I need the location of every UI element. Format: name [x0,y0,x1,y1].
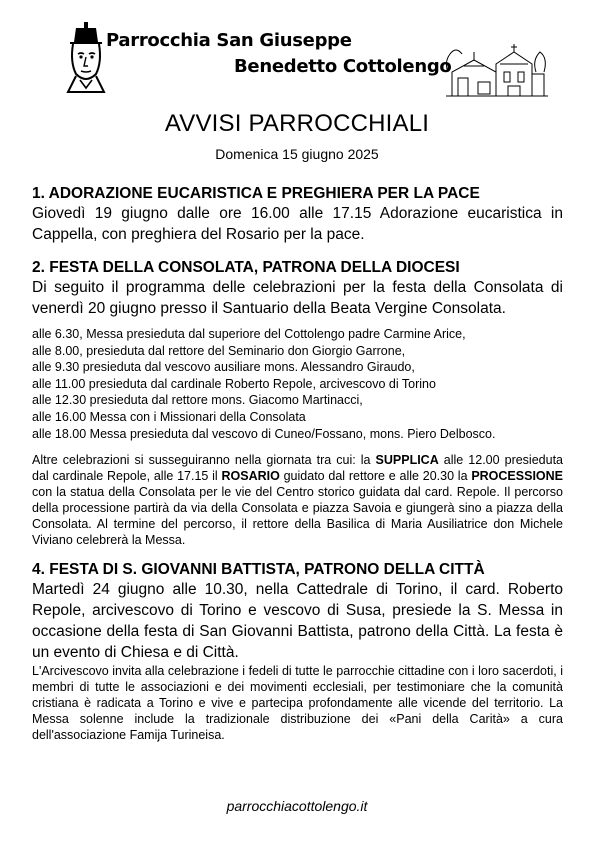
parish-name-line1: Parrocchia San Giuseppe [106,30,352,51]
schedule-item: alle 11.00 presieduta dal cardinale Roberto Repole, arcivescovo di Torino [32,376,436,391]
bulletin-date: Domenica 15 giugno 2025 [215,146,379,162]
other-celebrations-text [32,452,563,548]
schedule-item: alle 8.00, presieduta dal rettore del Seminario don Giorgio Garrone, [32,343,406,358]
text-run: con la statua della Consolata per le vie del Centro storico guidata dal card. Repole. Il percorso della processione partirà da via della Consolata e piazza Savoia e giungerà sino a piazza della Consolata. Al termine del percorso, il rettore della Basilica di Maria Ausiliatrice don Michele Viviano celebrerà la Messa. [32,485,563,548]
text-run: guidato dal rettore e alle 20.30 la [279,469,472,484]
supplica-label: SUPPLICA [375,453,439,468]
schedule-item: alle 12.30 presieduta dal rettore mons. Giacomo Martinacci, [32,393,363,408]
schedule-item: alle 9.30 presieduta dal vescovo ausiliare mons. Alessandro Giraudo, [32,360,415,375]
notice-detail-text: L'Arcivescovo invita alla celebrazione i fedeli di tutte le parrocchie cittadine con i loro sacerdoti, i membri di tutte le associazioni e dei movimenti ecclesiali, per testimoniare che la comunità cristiana è radicata a Torino e vive e partecipa profondamente alle vicende del territorio. La Messa solenne include la tradizionale distribuzione dei «Pani della Carità» a cura dell'associazione Famija Turineisa. [32,664,563,743]
notice-text: Di seguito il programma delle celebrazioni per la festa della Consolata di venerdì 20 giugno presso il Santuario della Beata Vergine Consolata. [32,279,563,317]
schedule-item: alle 18.00 Messa presieduta dal vescovo di Cuneo/Fossano, mons. Piero Delbosco. [32,426,496,441]
notice-consolata [32,258,563,548]
notice-text: Giovedì 19 giugno dalle ore 16.00 alle 17.15 Adorazione eucaristica in Cappella, con preghiera del Rosario per la pace. [32,205,563,243]
notice-san-giovanni [32,560,563,743]
letterhead [0,0,594,105]
text-run: alle 12.00 presieduta dal cardinale Repole, alle 17.15 il [32,453,563,484]
schedule-item: alle 16.00 Messa con i Missionari della Consolata [32,409,306,424]
church-sketch-icon [444,42,550,98]
parish-name-line2: Benedetto Cottolengo [234,56,452,77]
rosario-label: ROSARIO [221,469,280,484]
cottolengo-portrait-logo [60,22,112,94]
schedule-item: alle 6.30, Messa presieduta dal superiore del Cottolengo padre Carmine Arice, [32,327,466,341]
notice-heading: 4. FESTA DI S. GIOVANNI BATTISTA, PATRONO DELLA CITTÀ [32,561,485,579]
notice-adorazione [32,184,563,245]
text-run: Altre celebrazioni si susseguiranno nella giornata tra cui: la [32,453,376,468]
announcements [32,184,563,743]
page-title: AVVISI PARROCCHIALI [164,110,430,137]
celebration-schedule [32,326,563,442]
parish-website: parrocchiacottolengo.it [226,798,368,814]
notice-heading: 2. FESTA DELLA CONSOLATA, PATRONA DELLA DIOCESI [32,259,460,276]
processione-label: PROCESSIONE [471,469,563,484]
notice-heading: 1. ADORAZIONE EUCARISTICA E PREGHIERA PER LA PACE [32,185,480,202]
notice-text: Martedì 24 giugno alle 10.30, nella Cattedrale di Torino, il card. Roberto Repole, arcivescovo di Torino e vescovo di Susa, presiede la S. Messa in occasione della festa di San Giovanni Battista, patrono della Città. La festa è un evento di Chiesa e di Città. [32,581,563,662]
